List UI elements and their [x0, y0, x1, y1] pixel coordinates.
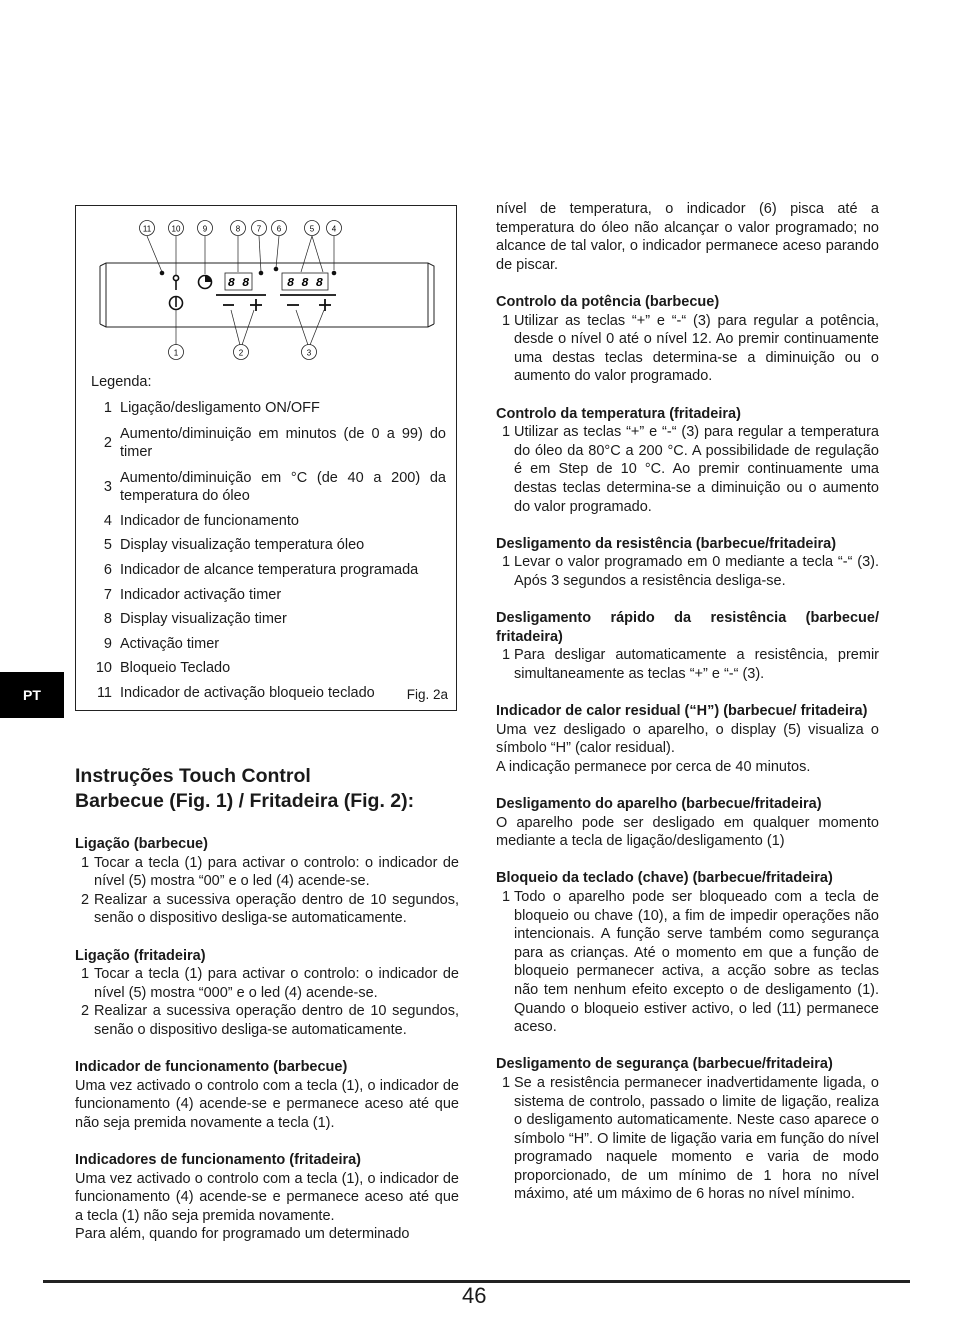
numbered-item	[496, 1074, 879, 1204]
section-heading: Controlo da potência (barbecue)	[496, 293, 720, 310]
callout-3	[302, 345, 317, 360]
legend-number: 3	[103, 478, 112, 495]
legend-row	[86, 509, 446, 534]
section-heading: Indicador de calor residual (“H”) (barbecue/ fritadeira)	[496, 703, 868, 720]
legend-row	[86, 396, 446, 421]
legend-text: Ligação/desligamento ON/OFF	[120, 400, 320, 417]
paragraph: A indicação permanece por cerca de 40 minutos.	[496, 758, 811, 775]
callout-8	[231, 221, 246, 236]
callout-2	[234, 345, 249, 360]
section-title-line1: Instruções Touch Control	[75, 765, 311, 787]
legend-title: Legenda:	[91, 374, 152, 390]
lock-indicator-led	[160, 271, 165, 276]
svg-text:1: 1	[173, 348, 179, 358]
item-text: Se a resistência permanecer inadvertidamente ligada, o sistema de controlo, passado o limite de ligação, realiza o desligamento automaticamente. Neste caso aparece o símbolo “H”. O limite de ligação varia em função do nível programado naquele momento e varia de modo proporcionado, de um mínimo de 1 hora no nível máximo, até um máximo de 6 horas no nível mínimo.	[514, 1074, 879, 1203]
legend-text: Display visualização timer	[120, 611, 287, 628]
svg-text:9: 9	[202, 224, 208, 234]
section-heading: Desligamento rápido da resistência (barbecue/ fritadeira)	[496, 610, 879, 645]
svg-text:3: 3	[306, 348, 312, 358]
svg-text:8 8: 8 8	[227, 276, 250, 290]
item-number: 1	[502, 1074, 511, 1091]
text-section	[496, 609, 879, 683]
legend-text: Display visualização temperatura óleo	[120, 537, 365, 554]
legend-number: 10	[95, 660, 112, 677]
item-text: Todo o aparelho pode ser bloqueado com a tecla de bloqueio ou chave (10), a fim de impedir operações não intencionais. A função serve também como segurança para as crianças. Até o momento em que a função de bloqueio permanecer activa, a acção sobre as teclas não tem nenhum efeito excepto o de desligamento (1). Quando o bloqueio estiver activo, o led (11) permanece aceso.	[514, 888, 879, 1036]
section-heading: Bloqueio da teclado (chave) (barbecue/fritadeira)	[496, 870, 833, 887]
svg-text:8: 8	[235, 224, 241, 234]
timer-icon[interactable]	[199, 276, 212, 289]
legend-number: 7	[103, 586, 112, 603]
item-text: Realizar a sucessiva operação dentro de 10 segundos, senão o dispositivo desliga-se automaticamente.	[94, 1003, 459, 1038]
numbered-item	[75, 1002, 459, 1039]
temperature-display	[282, 273, 328, 290]
legend-text: Aumento/diminuição em °C (de 40 a 200) da temperatura do óleo	[120, 469, 446, 504]
callout-9	[198, 221, 213, 236]
legend-text: Indicador de activação bloqueio teclado	[120, 685, 375, 702]
text-section	[496, 702, 879, 776]
svg-text:10: 10	[171, 224, 181, 234]
paragraph: Para além, quando for programado um determinado	[75, 1226, 410, 1243]
item-number: 1	[502, 647, 511, 664]
item-text: Utilizar as teclas “+” e “-“ (3) para regular a temperatura do óleo da 80°C a 200 °C. A possibilidade de regulação é em Step de 10 °C. Ao premir continuamente uma destas teclas determina-se a diminuição ou o aumento do valor programado.	[514, 424, 879, 515]
paragraph: O aparelho pode ser desligado em qualquer momento mediante a tecla de ligação/desligamento (1)	[496, 814, 879, 850]
left-sections	[75, 835, 459, 1244]
numbered-item	[75, 965, 459, 1002]
legend-number: 2	[103, 434, 112, 451]
timer-indicator-led	[259, 271, 264, 276]
section-heading: Ligação (fritadeira)	[75, 947, 206, 964]
legend-number: 8	[103, 611, 112, 628]
numbered-item	[75, 854, 459, 891]
svg-text:2: 2	[238, 348, 244, 358]
legend-text: Indicador activação timer	[120, 586, 282, 603]
callout-4	[327, 221, 342, 236]
svg-text:4: 4	[331, 224, 337, 234]
legend-number: 9	[103, 635, 112, 652]
item-number: 2	[81, 891, 90, 908]
callout-6	[272, 221, 287, 236]
section-heading: Desligamento do aparelho (barbecue/fritadeira)	[496, 796, 822, 812]
temperature-reached-led	[274, 267, 279, 272]
operation-indicator-led	[332, 271, 337, 276]
numbered-item	[496, 646, 879, 683]
section-heading: Indicador de funcionamento (barbecue)	[75, 1059, 348, 1076]
power-icon[interactable]	[170, 297, 183, 310]
svg-text:8 8 8: 8 8 8	[286, 276, 324, 290]
legend-row	[86, 607, 446, 632]
svg-text:11: 11	[142, 224, 152, 234]
section-heading: Ligação (barbecue)	[75, 836, 208, 852]
legend-row	[86, 465, 446, 509]
timer-display	[225, 273, 252, 290]
text-section	[75, 947, 459, 1040]
item-number: 1	[81, 854, 90, 871]
legend-row	[86, 681, 446, 706]
key-lock-icon[interactable]	[173, 275, 178, 290]
language-tab: PT	[0, 672, 64, 718]
text-section	[496, 293, 879, 386]
item-text: Realizar a sucessiva operação dentro de 10 segundos, senão o dispositivo desliga-se automaticamente.	[94, 891, 459, 927]
legend-text: Indicador de funcionamento	[120, 512, 299, 529]
section-heading: Controlo da temperatura (fritadeira)	[496, 405, 741, 422]
text-section	[496, 869, 879, 1036]
legend-number: 1	[103, 400, 112, 417]
numbered-item	[496, 423, 879, 516]
section-heading: Desligamento de segurança (barbecue/fritadeira)	[496, 1056, 833, 1073]
legend-row	[86, 421, 446, 465]
callout-10	[169, 221, 184, 236]
text-section	[75, 1058, 459, 1132]
section-heading: Indicadores de funcionamento (fritadeira)	[75, 1152, 362, 1169]
temperature-plus-button[interactable]	[319, 299, 331, 311]
legend-text: Activação timer	[120, 635, 220, 652]
legend-row	[86, 582, 446, 607]
figure-caption: Fig. 2a	[406, 687, 448, 702]
legend-number: 11	[96, 685, 112, 702]
text-section	[496, 535, 879, 591]
item-text: Tocar a tecla (1) para activar o controlo: o indicador de nível (5) mostra “000” e o led (4) acende-se.	[94, 966, 459, 1001]
text-section	[496, 405, 879, 517]
left-column	[75, 764, 459, 1263]
legend-text: Bloqueio Teclado	[120, 660, 231, 677]
svg-text:6: 6	[276, 224, 282, 234]
legend-row	[86, 656, 446, 681]
item-number: 1	[502, 424, 511, 441]
legend-number: 6	[103, 562, 112, 579]
legend-row	[86, 632, 446, 657]
item-number: 1	[502, 888, 511, 905]
numbered-item	[75, 891, 459, 928]
text-section	[496, 795, 879, 851]
numbered-item	[496, 312, 879, 386]
page-number: 46	[462, 1283, 487, 1308]
timer-plus-button[interactable]	[250, 299, 262, 311]
item-number: 1	[502, 312, 511, 329]
figure-box	[75, 205, 457, 711]
right-column	[496, 200, 879, 1223]
item-text: Para desligar automaticamente a resistência, premir simultaneamente as teclas “+” e “-“ (3).	[514, 647, 879, 682]
legend-row	[86, 533, 446, 558]
control-panel-diagram	[76, 206, 456, 371]
item-number: 2	[81, 1003, 90, 1020]
item-text: Levar o valor programado em 0 mediante a tecla “-“ (3). Após 3 segundos a resistência desliga-se.	[514, 554, 879, 589]
item-text: Utilizar as teclas “+” e “-“ (3) para regular a potência, desde o nível 0 até o nível 12. Ao premir continuamente uma destas teclas determina-se a diminuição ou o aumento do valor programado.	[514, 312, 879, 385]
section-title-line2: Barbecue (Fig. 1) / Fritadeira (Fig. 2):	[75, 790, 415, 812]
legend-text: Indicador de alcance temperatura programada	[120, 562, 419, 579]
svg-text:5: 5	[309, 224, 315, 234]
right-intro-paragraph: nível de temperatura, o indicador (6) pisca até a temperatura do óleo não alcançar o valor programado; no alcance de tal valor, o indicador permanece aceso parando de piscar.	[496, 201, 879, 273]
text-section	[75, 835, 459, 928]
item-number: 1	[502, 554, 511, 571]
section-heading: Desligamento da resistência (barbecue/fritadeira)	[496, 535, 837, 552]
text-section	[75, 1151, 459, 1244]
paragraph: Uma vez desligado o aparelho, o display (5) visualiza o símbolo “H” (calor residual).	[496, 721, 879, 757]
section-title	[75, 764, 459, 814]
text-section	[496, 1055, 879, 1204]
legend-table	[86, 396, 446, 705]
item-number: 1	[81, 966, 90, 983]
callout-11	[140, 221, 155, 236]
numbered-item	[496, 553, 879, 590]
item-text: Tocar a tecla (1) para activar o controlo: o indicador de nível (5) mostra “00” e o led (4) acende-se.	[94, 854, 459, 890]
callout-7	[252, 221, 267, 236]
panel-outline	[100, 263, 434, 327]
legend-number: 4	[103, 512, 112, 529]
legend-number: 5	[103, 537, 112, 554]
svg-text:7: 7	[256, 224, 262, 234]
legend-text: Aumento/diminuição em minutos (de 0 a 99) do timer	[120, 425, 446, 460]
paragraph: Uma vez activado o controlo com a tecla (1), o indicador de funcionamento (4) acende-se e permanece aceso até que a tecla (1) não seja premida novamente.	[75, 1170, 459, 1224]
legend-row	[86, 558, 446, 583]
numbered-item	[496, 888, 879, 1037]
right-sections	[496, 293, 879, 1204]
paragraph: Uma vez activado o controlo com a tecla (1), o indicador de funcionamento (4) acende-se e permanece aceso até que não seja premida novamente a tecla (1).	[75, 1077, 459, 1131]
callout-5	[305, 221, 320, 236]
callout-1	[169, 345, 184, 360]
